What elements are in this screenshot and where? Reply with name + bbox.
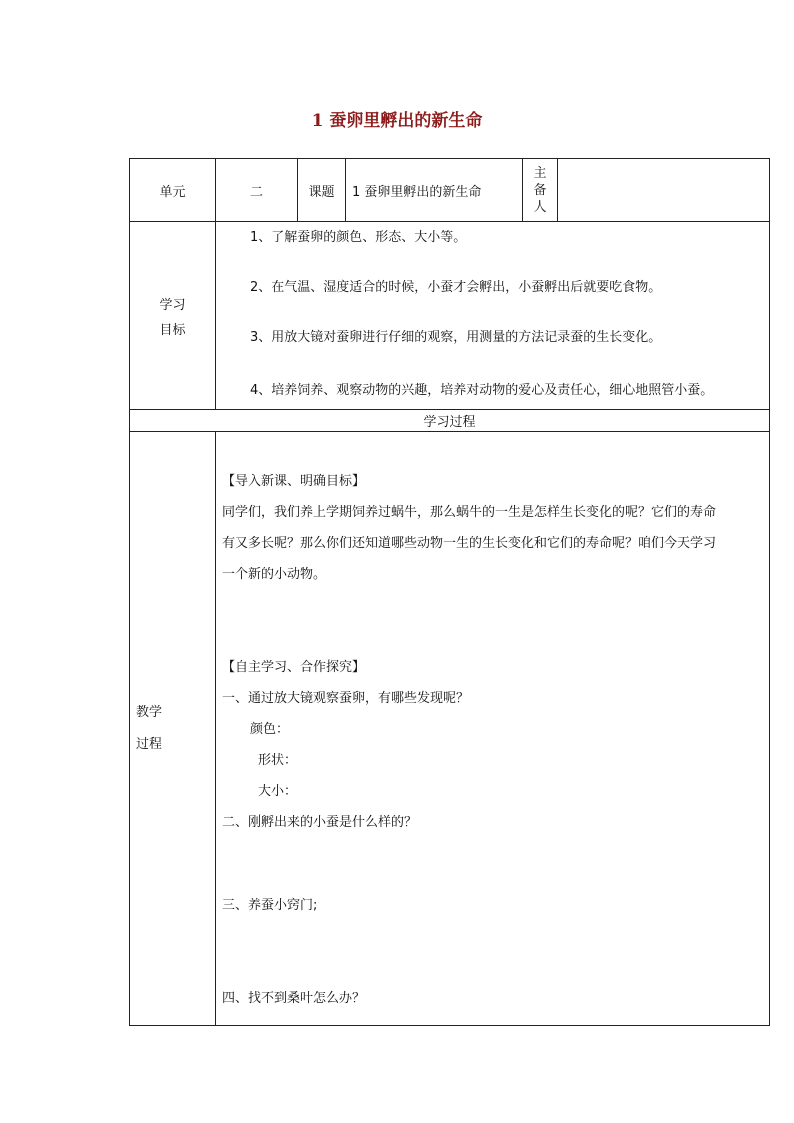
lesson-plan-table — [129, 158, 770, 1026]
goals-content — [216, 222, 770, 410]
preparer-label — [523, 159, 558, 222]
self-study-heading: 【自主学习、合作探究】 — [222, 660, 366, 675]
question-1: 一、通过放大镜观察蚕卵，有哪些发现呢？ — [222, 691, 470, 706]
question-4: 四、找不到桑叶怎么办？ — [222, 991, 366, 1006]
preparer-value — [558, 159, 770, 222]
question-2: 二、刚孵出来的小蚕是什么样的？ — [222, 815, 418, 830]
header-row — [130, 159, 770, 222]
goal-item: 2、在气温、湿度适合的时候，小蚕才会孵出，小蚕孵出后就要吃食物。 — [250, 280, 662, 295]
topic-label: 课题 — [298, 159, 346, 222]
observe-color: 颜色： — [250, 722, 290, 737]
preparer-char: 备 — [533, 182, 547, 198]
goals-label — [130, 222, 216, 410]
process-label — [130, 432, 216, 1026]
intro-line: 有又多长呢？那么你们还知道哪些动物一生的生长变化和它们的寿命呢？咱们今天学习 — [222, 536, 717, 551]
question-3: 三、养蚕小窍门; — [222, 898, 318, 913]
process-row — [130, 432, 770, 1026]
goals-label-line: 目标 — [159, 322, 186, 338]
topic-value: 1 蚕卵里孵出的新生命 — [346, 159, 523, 222]
intro-line: 一个新的小动物。 — [222, 567, 327, 582]
goals-label-line: 学习 — [159, 297, 186, 313]
intro-line: 同学们，我们养上学期饲养过蜗牛，那么蜗牛的一生是怎样生长变化的呢？它们的寿命 — [222, 505, 717, 520]
goals-row — [130, 222, 770, 410]
process-content — [216, 432, 770, 1026]
process-label-line: 教学 — [136, 704, 163, 720]
preparer-char: 人 — [533, 199, 547, 215]
unit-value: 二 — [216, 159, 298, 222]
goal-item: 4、培养饲养、观察动物的兴趣，培养对动物的爱心及责任心，细心地照管小蚕。 — [250, 383, 714, 398]
preparer-char: 主 — [533, 165, 547, 181]
observe-shape: 形状： — [258, 753, 298, 768]
intro-heading: 【导入新课、明确目标】 — [222, 474, 366, 489]
observe-size: 大小： — [258, 784, 298, 799]
process-header-row — [130, 410, 770, 432]
process-header: 学习过程 — [130, 410, 770, 432]
document-title: 1 蚕卵里孵出的新生命 — [311, 111, 483, 131]
unit-label: 单元 — [130, 159, 216, 222]
process-label-line: 过程 — [136, 736, 163, 752]
goal-item: 3、用放大镜对蚕卵进行仔细的观察，用测量的方法记录蚕的生长变化。 — [250, 330, 662, 345]
goal-item: 1、了解蚕卵的颜色、形态、大小等。 — [250, 230, 467, 245]
